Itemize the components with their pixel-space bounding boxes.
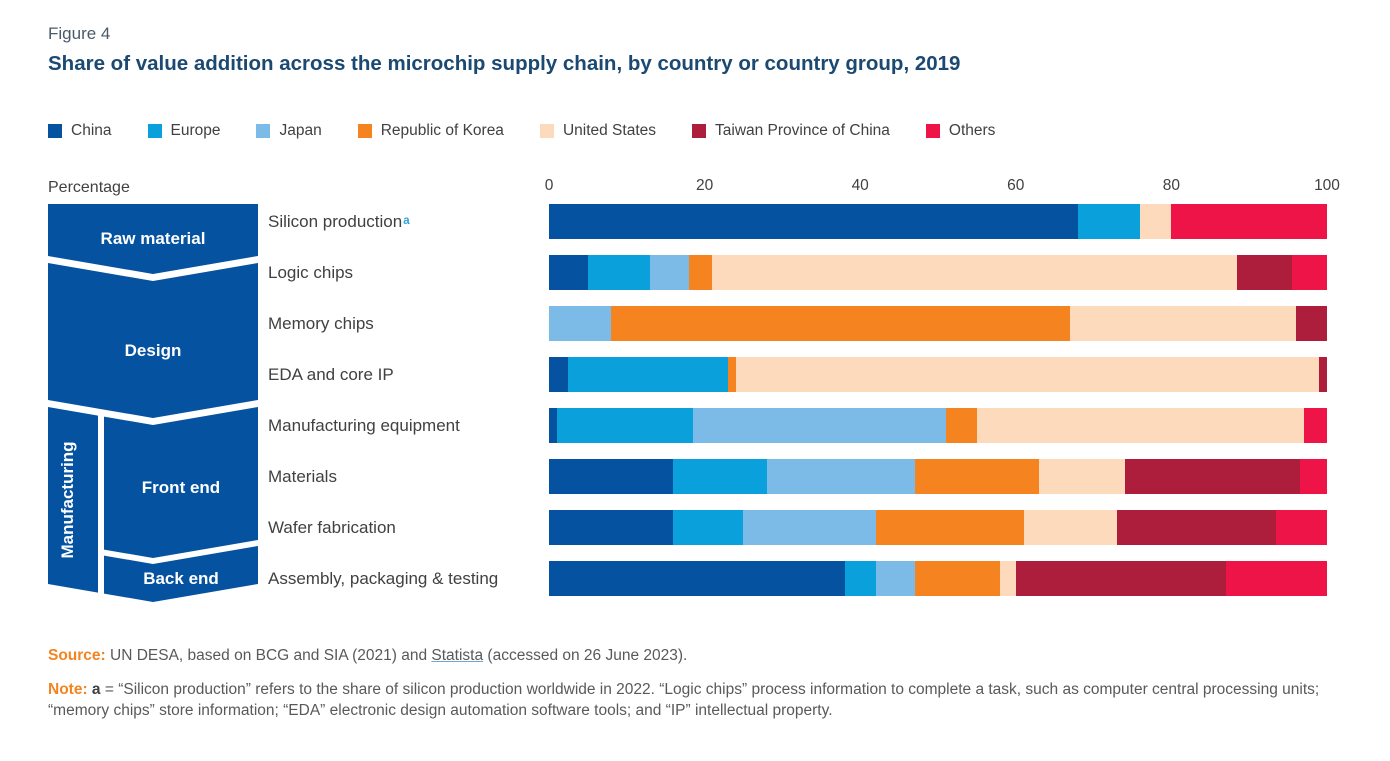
row-label: Assembly, packaging & testing [268,568,499,588]
bar-segment [549,255,588,290]
stacked-bar [549,357,1327,392]
bar-segment [1300,459,1327,494]
legend-swatch [48,124,62,138]
legend-swatch [692,124,706,138]
legend-swatch [540,124,554,138]
axis-tick: 80 [1162,177,1181,194]
bar-segment [712,255,1237,290]
legend-swatch [358,124,372,138]
bar-segment [1140,204,1171,239]
bar-segment [1237,255,1291,290]
bar-segment [728,357,736,392]
bar-segment [549,561,845,596]
bar-segment [1125,459,1300,494]
bar-segment [1226,561,1327,596]
legend-item [148,122,221,140]
row-label: Silicon production a [268,211,410,231]
figure-number: Figure 4 [48,24,111,43]
legend-item [256,122,321,140]
bar-segment [1024,510,1117,545]
legend-item [926,122,996,140]
bar-segment [1039,459,1125,494]
legend-item [692,122,890,140]
figure-title: Share of value addition across the microchip supply chain, by country or country group, 2019 [48,52,961,75]
bar-segment [549,204,1078,239]
bar-segment [1319,357,1327,392]
row-label: Wafer fabrication [268,517,396,537]
bar-segment [673,510,743,545]
bar-segment [689,255,712,290]
bar-segment [876,561,915,596]
stacked-bar [549,561,1327,596]
supply-chain-stage-diagram [48,204,258,616]
bar-segment [736,357,1320,392]
stacked-bar [549,255,1327,290]
bar-segment [1296,306,1327,341]
bar-segment [915,459,1039,494]
legend-label: Europe [170,122,221,139]
legend-swatch [256,124,270,138]
note-line [48,679,1340,721]
bar-segment [845,561,876,596]
legend-label: China [71,122,112,139]
stacked-bar [549,459,1327,494]
bar-segment [1304,408,1327,443]
axis-tick: 60 [1007,177,1025,194]
bar-segment [1117,510,1276,545]
bar-segment [1078,204,1140,239]
bar-segment [650,255,689,290]
legend-label: Republic of Korea [380,122,504,139]
bar-segment [568,357,727,392]
legend [48,122,995,140]
bar-segment [1292,255,1327,290]
row-label: Manufacturing equipment [268,415,460,435]
bar-segment [588,255,650,290]
note-text: = “Silicon production” refers to the share of silicon production worldwide in 2022. “Logic chips” process information to complete a task, such as computer central processing units; “memory chips” store information; “EDA” electronic design automation software tools; and “IP” intellectual property. [48,680,1320,719]
legend-swatch [148,124,162,138]
source-text-2: (accessed on 26 June 2023). [483,646,688,664]
legend-swatch [926,124,940,138]
bar-segment [1171,204,1327,239]
bar-segment [743,510,875,545]
legend-label: Others [948,122,996,139]
note-prefix: Note: [48,680,88,698]
bar-segment [767,459,915,494]
legend-item [540,122,656,140]
bar-segment [549,459,673,494]
bar-segment [946,408,977,443]
row-label: Logic chips [268,262,354,282]
source-text-1: UN DESA, based on BCG and SIA (2021) and [105,646,432,664]
source-line [48,647,687,665]
bar-segment [1276,510,1327,545]
bar-segment [549,357,568,392]
bar-segment [876,510,1024,545]
axis-tick: 20 [695,177,714,194]
stage-manufacturing-label: Manufacturing [58,441,77,559]
bar-segment [557,408,693,443]
row-label: Materials [268,466,337,486]
note-marker: a [87,680,101,698]
legend-label: Taiwan Province of China [715,122,890,139]
source-prefix: Source: [48,646,106,664]
bar-segment [977,408,1304,443]
stacked-bar [549,204,1327,239]
legend-item [48,122,112,140]
bar-segment [693,408,946,443]
bar-segment [1000,561,1016,596]
stage-front-end-label: Front end [141,478,221,497]
bar-segment [673,459,766,494]
stacked-bar [549,408,1327,443]
legend-label: Japan [279,122,322,139]
axis-unit-label: Percentage [48,179,130,196]
axis-tick: 40 [851,177,869,194]
bar-segment [915,561,1001,596]
bar-segment [1070,306,1296,341]
bar-segment [1016,561,1226,596]
bar-segment [549,408,557,443]
bar-segment [549,510,673,545]
bar-segment [549,306,611,341]
row-label: Memory chips [268,313,374,333]
stage-raw-material-label: Raw material [100,229,206,248]
stage-back-end-label: Back end [143,569,219,588]
statista-link[interactable]: Statista [431,646,484,664]
stacked-bar [549,306,1327,341]
stage-design-label: Design [124,341,182,360]
bar-segment [611,306,1070,341]
axis-tick: 0 [544,177,554,194]
axis-tick: 100 [1314,177,1340,194]
row-label-footnote-marker: a [403,214,410,227]
legend-label: United States [562,122,656,139]
row-label: EDA and core IP [268,364,394,384]
stacked-bar [549,510,1327,545]
legend-item [358,122,504,140]
